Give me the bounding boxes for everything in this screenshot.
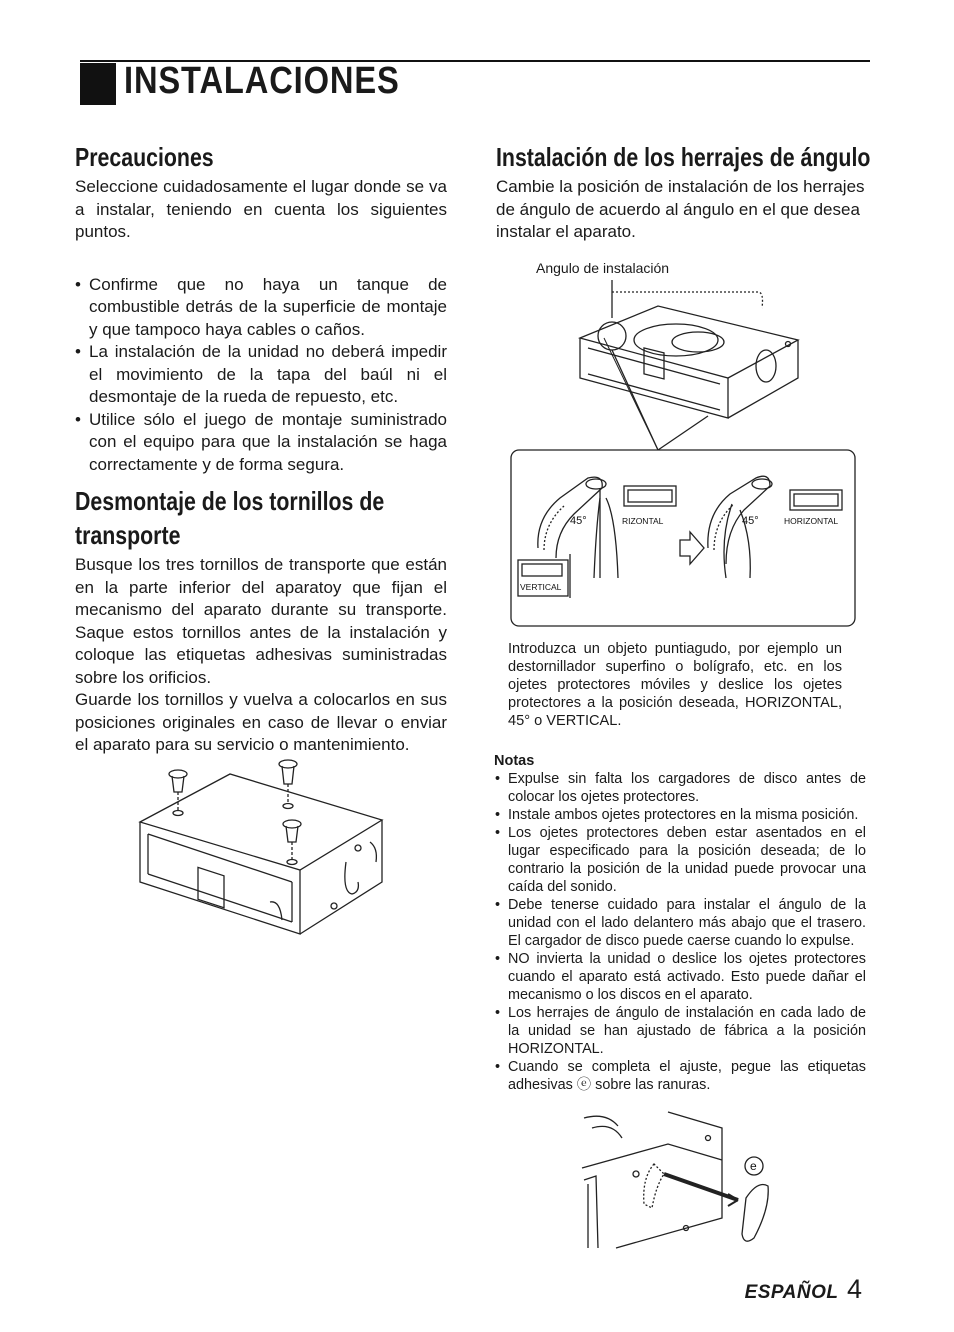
page-footer [745, 1274, 862, 1305]
list-item: • Utilice sólo el juego de montaje suministrado con el equipo para que la instalación se haga correctamente y de forma segura. [75, 409, 447, 477]
list-item: • Expulse sin falta los cargadores de disco antes de colocar los ojetes protectores. [494, 770, 866, 806]
list-item: • La instalación de la unidad no deberá impedir el movimiento de la tapa del baúl ni el desmontaje de la rueda de repuesto, etc. [75, 341, 447, 409]
notes-heading: Notas [494, 753, 535, 769]
desmontaje-heading-line1: Desmontaje de los tornillos de [75, 486, 385, 516]
list-item: • Los herrajes de ángulo de instalación en cada lado de la unidad se han ajustado de fábrica a la posición HORIZONTAL. [494, 1004, 866, 1058]
herrajes-intro: Cambie la posición de instalación de los herrajes de ángulo de acuerdo al ángulo en el que desea instalar el aparato. [496, 177, 865, 241]
list-item: • Instale ambos ojetes protectores en la misma posición. [494, 806, 866, 824]
desmontaje-heading-line2: transporte [75, 520, 181, 550]
footer-language: ESPAÑOL [744, 1282, 839, 1303]
list-item: • Cuando se completa el ajuste, pegue las etiquetas adhesivas ⓔ sobre las ranuras. [494, 1058, 866, 1094]
label-vertical: VERTICAL [520, 582, 562, 592]
herrajes-section [496, 140, 870, 244]
angle-adjust-illustration [508, 278, 858, 630]
desmontaje-section [75, 484, 447, 757]
angle-label: Angulo de instalación [536, 260, 670, 276]
instructions-text: Introduzca un objeto puntiagudo, por ejemplo un destornillador superfino o bolígrafo, etc. en los ojetes protectores móviles y deslice los ojetes protectores a la posición deseada, HORIZONTAL, 45° o VERTICAL. [508, 641, 842, 729]
transport-screws-illustration [120, 752, 390, 942]
precauciones-intro: Seleccione cuidadosamente el lugar donde se va a instalar, teniendo en cuenta los siguientes puntos. [75, 177, 447, 241]
label-horizontal-right: HORIZONTAL [784, 516, 839, 526]
label-e: e [750, 1159, 757, 1173]
page-title: INSTALACIONES [124, 60, 400, 102]
list-item: • Confirme que no haya un tanque de combustible detrás de la superficie de montaje y que tampoco haya cables o caños. [75, 274, 447, 342]
title-block-mark [80, 63, 116, 105]
page-number: 4 [846, 1274, 862, 1304]
label-45-left: 45° [570, 515, 587, 527]
precauciones-list [75, 274, 447, 477]
precauciones-heading: Precauciones [75, 142, 214, 172]
herrajes-heading: Instalación de los herrajes de ángulo [496, 142, 871, 172]
notes-list [494, 770, 866, 1094]
desmontaje-para2: Guarde los tornillos y vuelva a colocarlos en sus posiciones originales en caso de llevar o enviar el aparato para su servicio o mantenimiento. [75, 690, 447, 754]
desmontaje-para1: Busque los tres tornillos de transporte que están en la parte inferior del aparatoy que fijan el mecanismo del aparato durante su transporte. Saque estos tornillos antes de la instalación y coloque las etiquetas adhesivas suministradas sobre los orificios. [75, 555, 447, 687]
list-item: • Debe tenerse cuidado para instalar el ángulo de la unidad con el lado delantero más abajo que el trasero. El cargador de disco puede caerse cuando lo expulse. [494, 896, 866, 950]
label-application-illustration [578, 1108, 778, 1258]
notes-section [494, 752, 866, 1094]
label-45-right: 45° [742, 515, 759, 527]
precauciones-section [75, 140, 447, 476]
list-item: • NO invierta la unidad o deslice los ojetes protectores cuando el aparato está activado. Esto puede dañar el mecanismo o los discos en el aparato. [494, 950, 866, 1004]
label-horizontal-left: RIZONTAL [622, 516, 664, 526]
list-item: • Los ojetes protectores deben estar asentados en el lugar especificado para la posición deseada; de lo contrario la posición de la unidad puede provocar una caída del sonido. [494, 824, 866, 896]
